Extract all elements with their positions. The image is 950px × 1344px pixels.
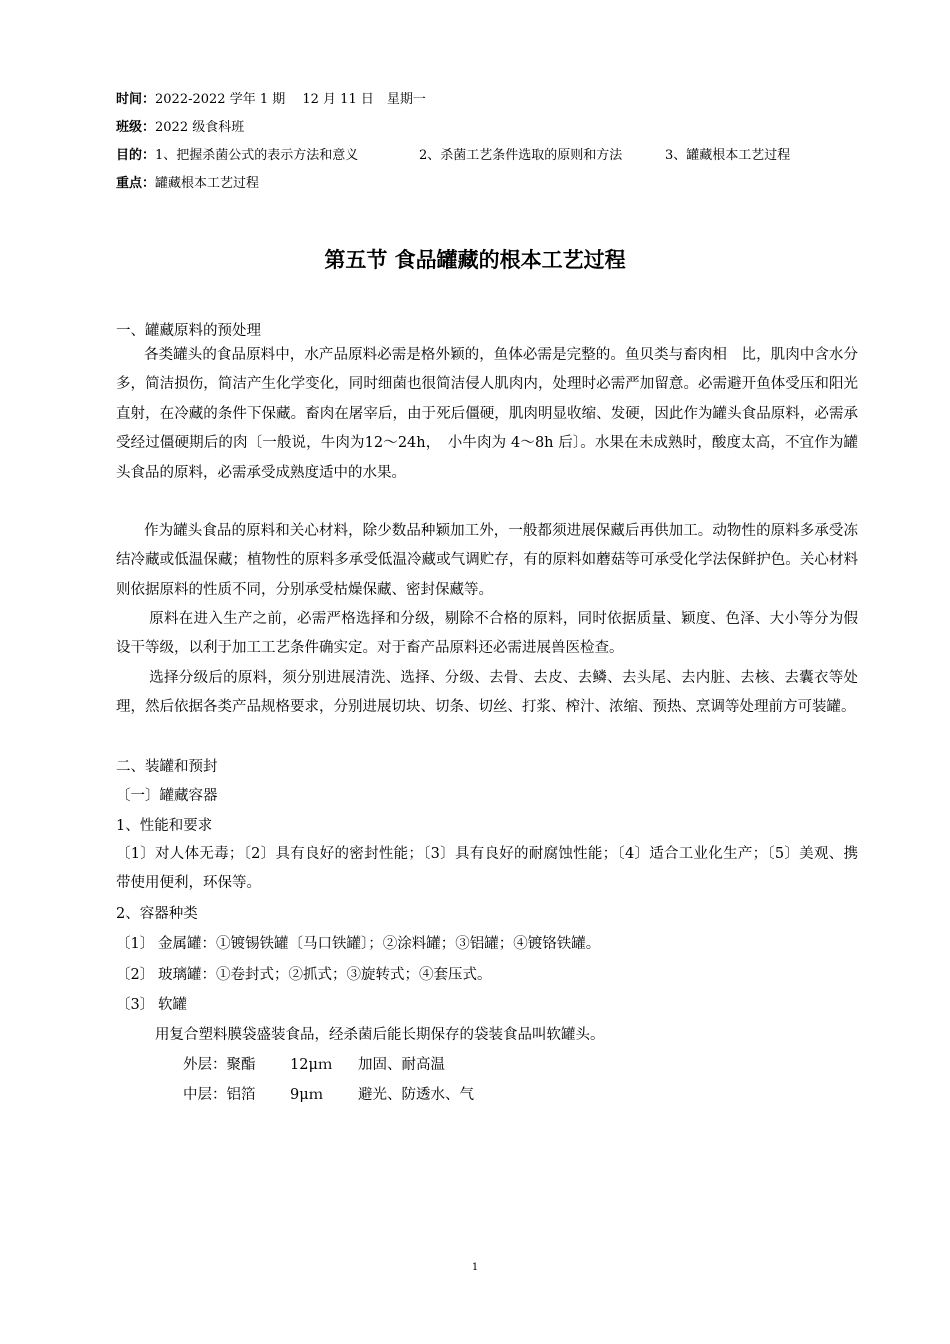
container-type-3 (116, 996, 187, 1014)
paragraph-2 (116, 517, 858, 605)
goal-label: 目的： (116, 148, 156, 163)
container-type-1-num: 〔1〕 (116, 936, 155, 952)
container-type-3-num: 〔3〕 (116, 997, 155, 1013)
paragraph-3-text: 原料在进入生产之前，必需严格选择和分级，剔除不合格的原料，同时依据质量、颖度、色泽、大小等分为假设干等级，以利于加工工艺条件确实定。对于畜产品原料还必需进展兽医检查。 (116, 611, 858, 657)
header-goal (116, 148, 790, 164)
container-type-1-text: 金属罐：①镀锡铁罐〔马口铁罐〕；②涂料罐；③铝罐；④镀铬铁罐。 (158, 936, 601, 952)
container-type-3-text: 软罐 (158, 997, 187, 1013)
goal-1: 1、把握杀菌公式的表示方法和意义 (155, 148, 359, 163)
goal-3: 3、罐藏根本工艺过程 (665, 148, 791, 163)
paragraph-1 (116, 341, 858, 488)
layer-outer-use: 加固、耐高温 (358, 1057, 445, 1073)
paragraph-4-text: 选择分级后的原料，须分别进展清洗、选择、分级、去骨、去皮、去鳞、去头尾、去内脏、去核、去囊衣等处理，然后依据各类产品规格要求，分别进展切块、切条、切丝、打浆、榨汁、浓缩、预热、烹调等处理前方可装罐。 (116, 670, 858, 716)
section-2-heading: 二、装罐和预封 (116, 759, 218, 775)
section-2-item-1: 1、性能和要求 (116, 818, 213, 834)
paragraph-3 (116, 605, 858, 664)
class-label: 班级： (116, 120, 156, 135)
focus-value: 罐藏根本工艺过程 (155, 176, 260, 191)
container-type-1 (116, 935, 600, 953)
paragraph-5: 〔1〕对人体无毒；〔2〕具有良好的密封性能；〔3〕具有良好的耐腐蚀性能；〔4〕适合工业化生产；〔5〕美观、携带使用便利，环保等。 (116, 846, 858, 892)
container-type-2-text: 玻璃罐：①卷封式；②抓式；③旋转式；④套压式。 (158, 967, 492, 983)
header-time (116, 92, 426, 108)
paragraph-2-text: 作为罐头食品的原料和关心材料，除少数品种颖加工外，一般都须进展保藏后再供加工。动物性的原料多承受冻结冷藏或低温保藏；植物性的原料多承受低温冷藏或气调贮存，有的原料如蘑菇等可承受化学法保鲜护色。关心材料则依据原料的性质不同，分别承受枯燥保藏、密封保藏等。 (116, 523, 858, 598)
section-2-sub-1: 〔一〕罐藏容器 (116, 788, 218, 804)
layer-outer-size: 12μｍ (290, 1057, 333, 1073)
page-number: 1 (471, 1262, 479, 1273)
container-type-2-num: 〔2〕 (116, 967, 155, 983)
section-title: 第五节 食品罐藏的根本工艺过程 (324, 248, 626, 272)
header-class (116, 120, 244, 136)
section-2-item-2: 2、容器种类 (116, 906, 198, 922)
focus-label: 重点： (116, 176, 156, 191)
time-label: 时间： (116, 92, 156, 107)
paragraph-1-text: 各类罐头的食品原料中，水产品原料必需是格外颖的，鱼体必需是完整的。鱼贝类与畜肉相 比，肌肉中含水分多，简洁损伤，简洁产生化学变化，同时细菌也很简洁侵人肌肉内，处理时必需严加留意。必需避开鱼体受压和阳光直射，在冷藏的条件下保藏。畜肉在屠宰后，由于死后僵硬，肌肉明显收缩、发硬，因此作为罐头食品原料，必需承受经过僵硬期后的肉〔一般说，牛肉为12～24h， 小牛肉为 4～8h 后〕。水果在未成熟时，酸度太高，不宜作为罐头食品的原料，必需承受成熟度适中的水果。 (116, 347, 858, 481)
soft-can-description: 用复合塑料膜袋盛装食品，经杀菌后能长期保存的袋装食品叫软罐头。 (155, 1027, 605, 1043)
layer-row-outer (183, 1056, 445, 1074)
container-type-2 (116, 966, 492, 984)
layer-middle-name: 中层：铝箔 (183, 1087, 256, 1103)
layer-outer-name: 外层：聚酯 (183, 1057, 256, 1073)
paragraph-4 (116, 664, 858, 723)
layer-middle-size: 9μｍ (290, 1087, 324, 1103)
time-value: 2022-2022 学年 1 期 12 月 11 日 星期一 (155, 92, 426, 107)
layer-row-middle (183, 1086, 474, 1104)
header-focus (116, 176, 259, 192)
section-1-heading: 一、罐藏原料的预处理 (116, 323, 261, 339)
goal-2: 2、杀菌工艺条件选取的原则和方法 (419, 148, 623, 163)
class-value: 2022 级食科班 (155, 120, 245, 135)
layer-middle-use: 避光、防透水、气 (358, 1087, 474, 1103)
